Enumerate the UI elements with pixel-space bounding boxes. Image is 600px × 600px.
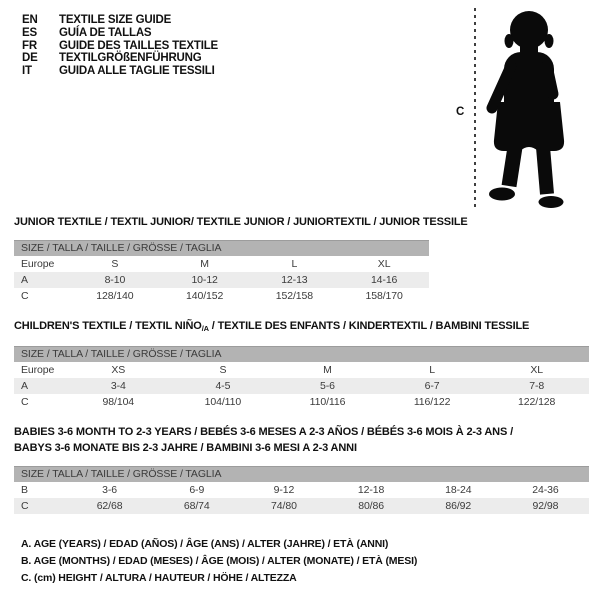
height-cell: 68/74 [183,500,210,512]
legend-footnotes [21,536,417,587]
size-cell: S [111,258,119,270]
height-cell: 128/140 [96,290,134,302]
language-row [22,27,218,40]
children-size-table [14,346,589,410]
row-label: B [21,484,28,496]
row-label: C [21,396,29,408]
age-cell: 6-7 [424,380,440,392]
table-row [14,362,589,378]
height-dotted-line [474,8,476,208]
table-row [14,288,429,304]
size-cell: XS [111,364,126,376]
age-cell: 14-16 [370,274,398,286]
table-row [14,256,429,272]
language-title: TEXTILE SIZE GUIDE [59,14,172,26]
height-cell: 158/170 [365,290,403,302]
language-code: DE [22,52,38,65]
row-label: C [21,290,29,302]
size-cell: L [291,258,298,270]
height-cell: 86/92 [445,500,472,512]
age-cell: 10-12 [191,274,218,286]
junior-size-table [14,240,429,304]
language-title: GUÍA DE TALLAS [59,26,152,39]
age-cell: 7-8 [529,380,545,392]
language-title: TEXTILGRÖßENFÜHRUNG [59,52,202,65]
age-cell: 6-9 [189,484,205,496]
height-cell: 110/116 [309,396,346,408]
size-header-bar: SIZE / TALLA / TAILLE / GRÖSSE / TAGLIA [14,240,429,256]
age-cell: 5-6 [320,380,335,392]
height-cell: 62/68 [96,500,123,512]
size-cell: S [219,364,227,376]
table-row [14,272,429,288]
height-cell: 140/152 [185,290,224,302]
table-row [14,498,589,514]
height-cell: 80/86 [358,500,384,512]
children-table-title [14,318,529,337]
size-cell: M [200,258,209,270]
language-code: ES [22,26,37,39]
age-cell: 4-5 [215,380,231,392]
row-label: A [21,380,28,392]
size-cell: XL [377,258,391,270]
language-title: GUIDE DES TAILLES TEXTILE [59,39,218,52]
table-row [14,482,589,498]
row-label: Europe [21,258,55,270]
height-figure [440,0,600,230]
babies-size-table [14,466,589,514]
babies-title-line1: BABIES 3-6 MONTH TO 2-3 YEARS / BEBÉS 3-6 MESES A 2-3 AÑOS / BÉBÉS 3-6 MOIS À 2-3 ANS / [14,426,513,438]
language-code: IT [22,65,32,78]
row-label: Europe [21,364,55,376]
age-cell: 18-24 [445,484,472,496]
size-cell: XL [530,364,543,376]
footnote-a: A. AGE (YEARS) / EDAD (AÑOS) / ÂGE (ANS) / ALTER (JAHRE) / ETÀ (ANNI) [21,538,389,550]
language-row [22,40,218,53]
height-cell: 92/98 [532,500,559,512]
children-title-pre: CHILDREN'S TEXTILE / TEXTIL NIÑO [14,320,202,332]
age-cell: 3-6 [102,484,118,496]
row-label: C [21,500,29,512]
height-cell: 122/128 [518,396,556,408]
toddler-silhouette-icon [478,4,600,216]
babies-table-title [14,424,513,456]
children-title-subscript: /A [201,324,209,333]
height-cell: 104/110 [204,396,242,408]
footnote-b: B. AGE (MONTHS) / EDAD (MESES) / ÂGE (MOIS) / ALTER (MONATE) / ETÀ (MESI) [21,555,418,567]
row-label: A [21,274,28,286]
height-label-c: C [456,106,465,118]
language-row [22,65,218,78]
height-cell: 116/122 [413,396,451,408]
babies-title-line2: BABYS 3-6 MONATE BIS 2-3 JAHRE / BAMBINI 3-6 MESI A 2-3 ANNI [14,442,357,454]
language-row [22,14,218,27]
age-cell: 24-36 [532,484,559,496]
age-cell: 9-12 [273,484,295,496]
size-cell: M [323,364,332,376]
age-cell: 3-4 [110,380,126,392]
height-cell: 98/104 [102,396,135,408]
size-cell: L [429,364,435,376]
age-cell: 8-10 [104,274,126,286]
footnote-c: C. (cm) HEIGHT / ALTURA / HAUTEUR / HÖHE / ALTEZZA [21,572,297,584]
table-row [14,378,589,394]
junior-table-title: JUNIOR TEXTILE / TEXTIL JUNIOR/ TEXTILE JUNIOR / JUNIORTEXTIL / JUNIOR TESSILE [14,216,468,228]
language-code: FR [22,39,37,52]
height-cell: 74/80 [271,500,297,512]
age-cell: 12-18 [357,484,385,496]
size-header-bar: SIZE / TALLA / TAILLE / GRÖSSE / TAGLIA [14,346,589,362]
language-title: GUIDA ALLE TAGLIE TESSILI [59,65,215,78]
language-row [22,52,218,65]
language-code: EN [22,14,38,26]
language-legend [22,14,218,78]
children-title-post: / TEXTILE DES ENFANTS / KINDERTEXTIL / BAMBINI TESSILE [208,320,530,332]
table-row [14,394,589,410]
age-cell: 12-13 [281,274,308,286]
size-header-bar: SIZE / TALLA / TAILLE / GRÖSSE / TAGLIA [14,466,589,482]
height-cell: 152/158 [275,290,313,302]
